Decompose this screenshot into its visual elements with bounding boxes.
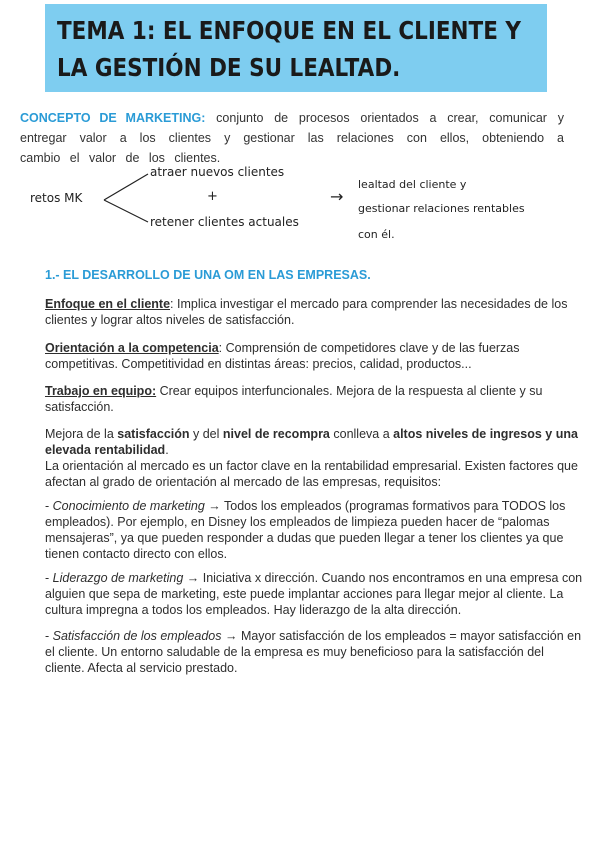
equipo-label: Trabajo en equipo: [45, 384, 157, 398]
concept-term: CONCEPTO DE MARKETING: [20, 111, 206, 125]
liderazgo-paragraph: - Liderazgo de marketing → Iniciativa x dirección. Cuando nos encontramos en una empresa con alguien que sepa de marketing, este puede implantar acciones para llegar mejor al cliente. La cultura impregna a todos los empleados. Hay liderazgo de la alta dirección. [45, 571, 583, 617]
equipo-text: Crear equipos interfuncionales. Mejora de la respuesta al cliente y su satisfacción. [45, 384, 543, 414]
handwritten-plus: + [207, 189, 218, 204]
mejora-paragraph [45, 426, 585, 458]
concept-text: conjunto de procesos orientados a crear, comunicar y entregar valor a los clientes y gestionar las relaciones con ellos, obteniendo a cambio el valor de los clientes. [20, 111, 564, 165]
page-title: TEMA 1: EL ENFOQUE EN EL CLIENTE Y LA GESTIÓN DE SU LEALTAD. [57, 16, 521, 82]
competencia-paragraph [45, 340, 585, 372]
handwritten-result-2: gestionar relaciones rentables [358, 202, 525, 215]
handwritten-retener: retener clientes actuales [150, 215, 299, 229]
equipo-paragraph [45, 383, 585, 415]
handwritten-result-3: con él. [358, 228, 395, 241]
section-title: 1.- EL DESARROLLO DE UNA OM EN LAS EMPRESAS. [45, 268, 371, 282]
handwritten-arrow: → [330, 187, 344, 206]
conocimiento-paragraph: - Conocimiento de marketing → Todos los empleados (programas formativos para TODOS los empleados). Por ejemplo, en Disney los empleados de limpieza pueden hacer de “palomas mensajeras”, ya que pueden responder a dudas que pueden llegar a tener los clientes ya que tienen contacto directo con ellos. [45, 499, 566, 561]
conocimiento-text: → Todos los empleados (programas formativos para TODOS los empleados). Por ejemplo, en Disney los empleados de limpieza pueden hacer de “palomas mensajeras”, ya que pueden responder a dudas que pueden llegar a tener los clientes ya que tienen contacto directo con ellos. [45, 499, 566, 561]
branch-line-top [104, 174, 148, 200]
enfoque-paragraph [45, 296, 585, 328]
enfoque-text: : Implica investigar el mercado para comprender las necesidades de los clientes y lograr altos niveles de satisfacción. [45, 297, 568, 327]
mejora-mid2: conlleva a [329, 427, 394, 441]
branch-line-bottom [104, 200, 148, 222]
handwritten-diagram [0, 160, 601, 250]
competencia-text: : Comprensión de competidores clave y de las fuerzas competitivas. Competitividad en distintas áreas: precios, calidad, productos... [45, 341, 520, 371]
orientacion-paragraph: La orientación al mercado es un factor clave en la rentabilidad empresarial. Existen factores que afectan al grado de orientación al mercado de las empresas, requisitos: [45, 459, 578, 489]
mejora-end: . [165, 443, 169, 457]
competencia-label: Orientación a la competencia [45, 341, 219, 355]
satisfaccion-label: Satisfacción de los empleados [52, 629, 222, 643]
liderazgo-text: → Iniciativa x dirección. Cuando nos encontramos en una empresa con alguien que sepa de marketing, este puede implantar acciones para llegar mejor al cliente. La cultura impregna a todos los empleados. Hay liderazgo de la alta dirección. [45, 571, 583, 617]
satisfaccion-paragraph: - Satisfacción de los empleados → Mayor satisfacción de los empleados = mayor satisfacción en el cliente. Un entorno saludable de la empresa es muy beneficioso para la satisfacción del cliente. Afecta al servicio prestado. [45, 629, 582, 675]
handwritten-atraer: atraer nuevos clientes [150, 165, 285, 179]
handwritten-retos: retos MK [30, 191, 83, 205]
satisfaccion-text: → Mayor satisfacción de los empleados = mayor satisfacción en el cliente. Un entorno saludable de la empresa es muy beneficioso para la satisfacción del cliente. Afecta al servicio prestado. [45, 629, 582, 675]
title-banner [45, 4, 547, 92]
liderazgo-label: Liderazgo de marketing [52, 571, 184, 585]
concept-paragraph [20, 108, 564, 168]
mejora-ingresos: altos niveles de ingresos y una elevada rentabilidad [45, 427, 578, 457]
mejora-mid: y del [189, 427, 223, 441]
mejora-satisfaccion: satisfacción [117, 427, 190, 441]
mejora-recompra: nivel de recompra [222, 427, 330, 441]
handwritten-result-1: lealtad del cliente y [358, 178, 467, 191]
enfoque-label: Enfoque en el cliente [45, 297, 171, 311]
mejora-pre: Mejora de la [45, 427, 118, 441]
conocimiento-label: Conocimiento de marketing [52, 499, 205, 513]
